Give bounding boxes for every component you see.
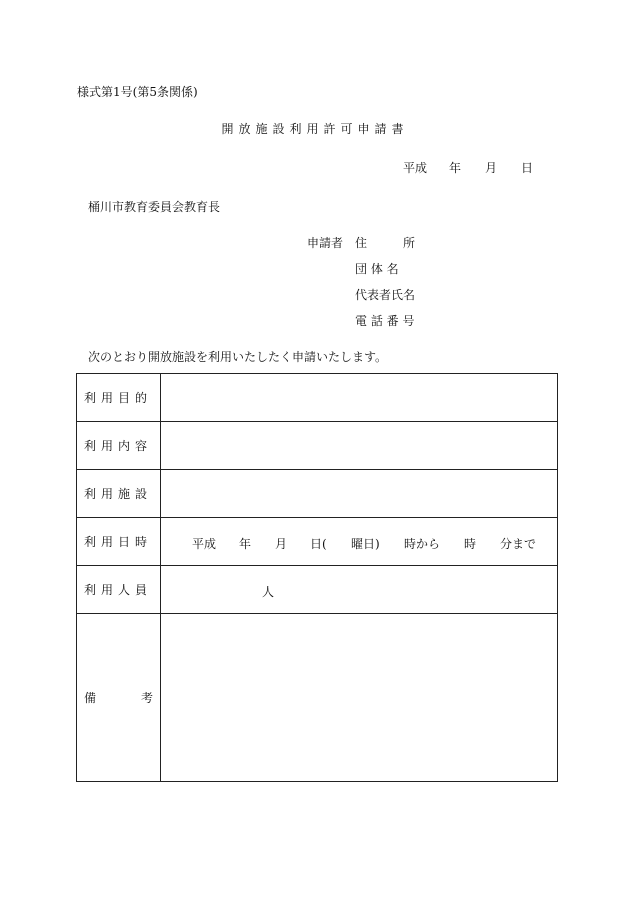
applicant-label: 申請者 <box>307 236 344 250</box>
row-remarks <box>77 614 558 782</box>
application-table <box>76 373 558 782</box>
people-field[interactable] <box>161 566 558 614</box>
date-era: 平成 <box>403 161 428 175</box>
date-month: 月 <box>485 161 498 175</box>
dt-weekday: 曜日) <box>351 537 380 551</box>
address-label-1: 住 <box>355 236 368 250</box>
people-label: 利用人員 <box>77 566 161 614</box>
dt-day: 日( <box>310 537 327 551</box>
document-title: 開放施設利用許可申請書 <box>221 122 409 136</box>
datetime-field[interactable] <box>161 518 558 566</box>
intro-text: 次のとおり開放施設を利用いたしたく申請いたします。 <box>88 350 388 364</box>
facility-label: 利用施設 <box>77 470 161 518</box>
dt-hour: 時 <box>464 537 477 551</box>
dt-month: 月 <box>275 537 288 551</box>
form-number: 様式第1号(第5条関係) <box>77 85 198 99</box>
date-year: 年 <box>449 161 462 175</box>
group-name-label: 団 体 名 <box>355 262 399 276</box>
content-field[interactable] <box>161 422 558 470</box>
remarks-label-1: 備 <box>84 691 97 705</box>
address-label <box>355 236 415 250</box>
purpose-field[interactable] <box>161 374 558 422</box>
facility-field[interactable] <box>161 470 558 518</box>
row-facility <box>77 470 558 518</box>
remarks-label <box>77 614 161 782</box>
row-datetime <box>77 518 558 566</box>
row-people <box>77 566 558 614</box>
purpose-label: 利用目的 <box>77 374 161 422</box>
datetime-label: 利用日時 <box>77 518 161 566</box>
representative-name-label: 代表者氏名 <box>355 288 416 302</box>
dt-until: 分まで <box>500 537 537 551</box>
row-purpose <box>77 374 558 422</box>
date-day: 日 <box>521 161 534 175</box>
people-unit: 人 <box>262 585 275 599</box>
phone-number-label: 電 話 番 号 <box>355 314 415 328</box>
row-content <box>77 422 558 470</box>
content-label: 利用内容 <box>77 422 161 470</box>
address-label-2: 所 <box>403 236 416 250</box>
dt-from: 時から <box>404 537 441 551</box>
addressee: 桶川市教育委員会教育長 <box>88 200 221 214</box>
remarks-field[interactable] <box>161 614 558 782</box>
dt-era: 平成 <box>192 537 217 551</box>
date-line <box>403 161 533 175</box>
dt-year: 年 <box>239 537 252 551</box>
remarks-label-2: 考 <box>140 691 153 705</box>
